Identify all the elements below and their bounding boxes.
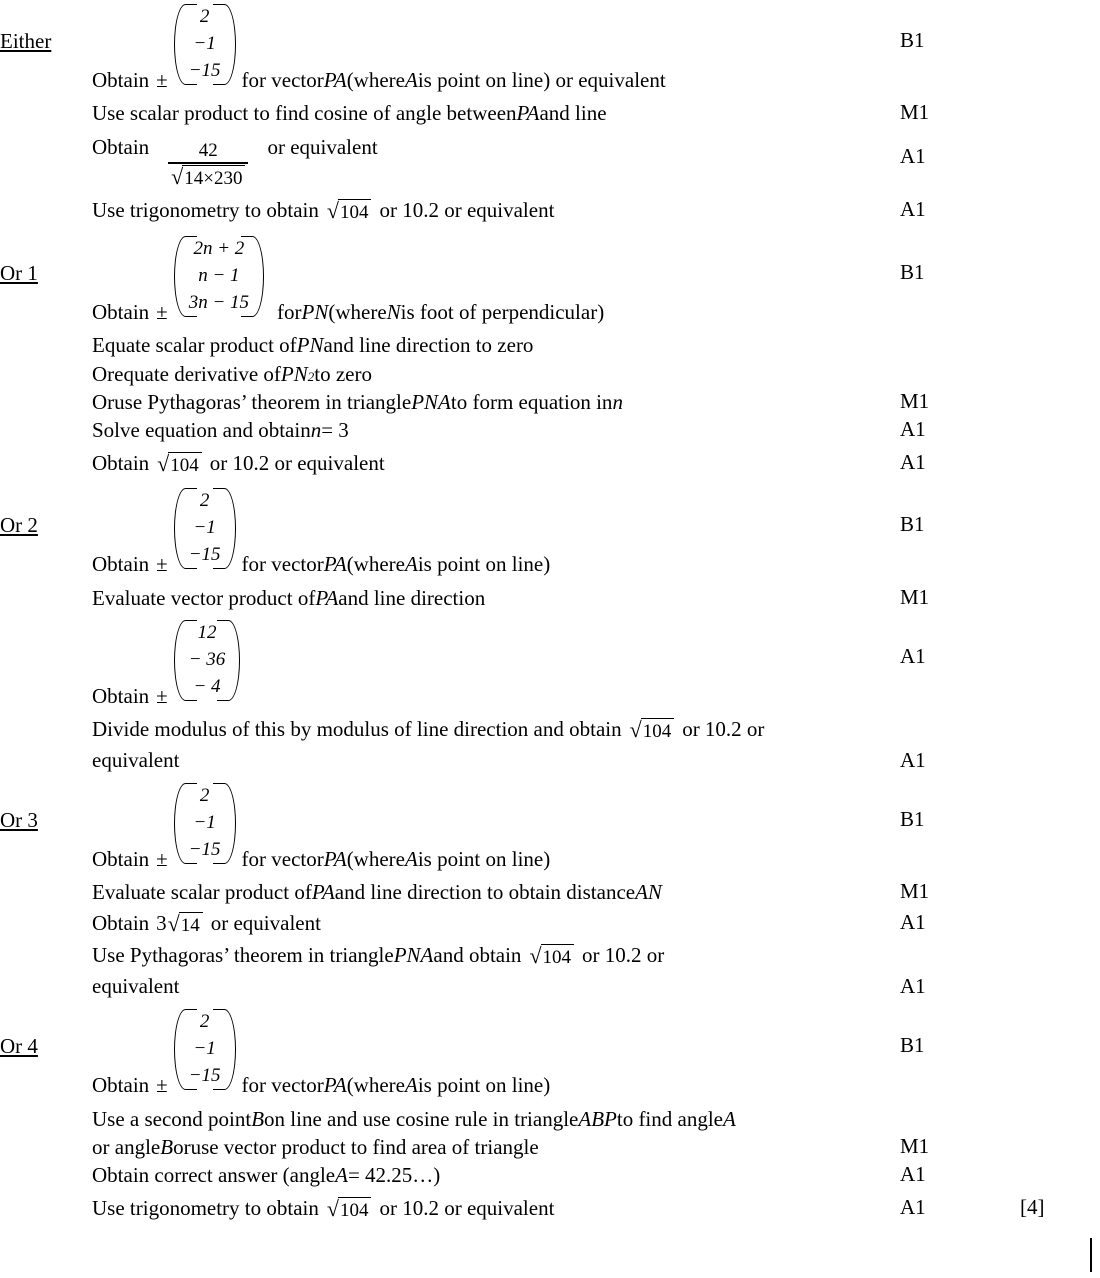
- line-text: Solve equation and obtain: [92, 418, 311, 443]
- obtain-text: Obtain: [92, 910, 150, 935]
- obtain-text: Obtain: [92, 1073, 150, 1098]
- line-text: or 10.2 or equivalent: [209, 450, 385, 475]
- point-name-B: B: [251, 1106, 265, 1131]
- mark-text: B1: [900, 1033, 925, 1058]
- line-text: = 3: [321, 418, 349, 443]
- scheme-row: [0, 1106, 1100, 1133]
- line-text: and line direction to obtain distance: [334, 880, 636, 905]
- line-text: or angle: [92, 1134, 161, 1159]
- row-body: [92, 361, 892, 388]
- scheme-row: [0, 361, 1100, 388]
- mark-cell: [892, 486, 1020, 537]
- vector-name-PA: PA: [323, 552, 347, 577]
- scheme-row: [0, 2, 1100, 94]
- line-text: to find angle: [616, 1106, 723, 1131]
- line-text-continued: equivalent: [92, 747, 180, 772]
- vector-name-PA: PA: [323, 847, 347, 872]
- row-label-text: Or 3: [0, 808, 38, 833]
- mark-cell: [892, 1007, 1020, 1058]
- point-name-A: A: [404, 67, 418, 92]
- mark-text: A1: [900, 143, 926, 168]
- mark-cell: [892, 1195, 1020, 1220]
- mark-text: B1: [900, 260, 925, 285]
- point-name-A: A: [404, 552, 418, 577]
- vector-entry: −1: [193, 812, 216, 834]
- radical-sign-icon: √: [629, 717, 642, 743]
- square-root: [529, 944, 574, 970]
- mark-cell: [892, 100, 1020, 125]
- row-body: [92, 1106, 892, 1133]
- row-body: [92, 879, 892, 906]
- scheme-row: [0, 942, 1100, 1000]
- line-text: for: [277, 300, 302, 325]
- scheme-row: [0, 1007, 1100, 1099]
- point-name-A: A: [404, 1073, 418, 1098]
- row-body: [92, 332, 892, 359]
- vector-entry: −15: [188, 59, 221, 81]
- line-text: (where: [346, 1073, 405, 1098]
- mark-text: A1: [900, 643, 926, 668]
- plus-minus-sign: ±: [156, 847, 168, 872]
- vector-entry: 2: [199, 490, 210, 512]
- row-label-text: Or 4: [0, 1034, 38, 1059]
- row-body: [92, 1195, 892, 1223]
- line-text: or 10.2 or equivalent: [379, 1195, 555, 1220]
- mark-scheme-page: [0, 2, 1100, 1278]
- row-label-text: Or 1: [0, 261, 38, 286]
- mark-text: A1: [900, 449, 926, 474]
- row-label: [0, 1007, 92, 1059]
- column-vector: [172, 234, 266, 319]
- row-label-text: Either: [0, 29, 52, 53]
- line-text: = 42.25…): [347, 1163, 441, 1188]
- mark-text: A1: [900, 1194, 926, 1219]
- vector-entry: n − 1: [198, 265, 240, 287]
- radicand: 14: [179, 912, 203, 938]
- left-paren-icon: [172, 618, 186, 703]
- mark-text: A1: [900, 417, 926, 442]
- scheme-row: [0, 1134, 1100, 1161]
- obtain-text: Obtain: [92, 683, 150, 708]
- mark-text: M1: [900, 1133, 930, 1158]
- line-text: (where: [328, 300, 387, 325]
- mark-cell: [892, 1162, 1020, 1187]
- left-paren-icon: [172, 2, 186, 87]
- vector-name-PN: PN: [280, 361, 308, 386]
- line-text: equate derivative of: [114, 361, 281, 386]
- plus-minus-sign: ±: [156, 300, 168, 325]
- right-paren-icon: [224, 1007, 238, 1092]
- square-root: [171, 165, 245, 191]
- row-body: [92, 1007, 892, 1099]
- line-text-continued: equivalent: [92, 974, 180, 999]
- obtain-text: Obtain: [92, 847, 150, 872]
- line-text: or 10.2 or: [682, 717, 765, 742]
- radical-sign-icon: √: [326, 1195, 339, 1221]
- vector-entry: 2: [199, 6, 210, 27]
- vector-entry: −15: [188, 1065, 221, 1087]
- scheme-row: [0, 197, 1100, 225]
- row-label: [0, 486, 92, 538]
- vector-entry: 2: [199, 785, 210, 807]
- left-paren-icon: [172, 486, 186, 571]
- vector-name-PA: PA: [311, 880, 335, 905]
- fraction: [168, 141, 248, 191]
- line-text: Use trigonometry to obtain: [92, 197, 319, 222]
- mark-text: B1: [900, 512, 925, 537]
- mark-text: M1: [900, 879, 930, 904]
- obtain-text: Obtain: [92, 67, 150, 92]
- vector-entry: 2n + 2: [193, 238, 245, 260]
- scheme-row: [0, 1162, 1100, 1189]
- row-body: [92, 585, 892, 612]
- mark-cell: [892, 389, 1020, 414]
- column-vector: [172, 781, 238, 866]
- vector-entry: 2: [199, 1011, 210, 1033]
- left-paren-icon: [172, 781, 186, 866]
- line-text: or equivalent: [210, 910, 321, 935]
- radicand: 14×230: [182, 165, 245, 191]
- obtain-text: Obtain: [92, 552, 150, 577]
- vector-entry: 3n − 15: [188, 292, 250, 314]
- row-body: [92, 197, 892, 225]
- scheme-row: [0, 234, 1100, 326]
- row-body: [92, 1162, 892, 1189]
- mark-cell: [892, 716, 1020, 773]
- line-text: use vector product to find area of triangle: [190, 1134, 539, 1159]
- radical-sign-icon: √: [171, 163, 184, 189]
- right-paren-icon: [224, 781, 238, 866]
- fraction-denominator: [168, 165, 248, 191]
- plus-minus-sign: ±: [156, 683, 168, 708]
- mark-cell: [892, 197, 1020, 222]
- radicand: 104: [338, 1197, 372, 1223]
- right-paren-icon: [224, 486, 238, 571]
- coefficient: 3: [156, 910, 167, 935]
- mark-cell: [892, 910, 1020, 935]
- line-text: or 10.2 or: [582, 943, 665, 968]
- or-keyword: Or: [92, 361, 115, 386]
- mark-cell: [892, 2, 1020, 53]
- line-text: use Pythagoras’ theorem in triangle: [114, 390, 412, 415]
- row-body: [92, 1134, 892, 1161]
- row-label: [0, 781, 92, 833]
- row-body: [92, 942, 892, 1000]
- vector-entry: −15: [188, 544, 221, 566]
- mark-cell: [892, 450, 1020, 475]
- mark-text: M1: [900, 584, 930, 609]
- line-text: (where: [346, 847, 405, 872]
- mark-text: M1: [900, 389, 930, 414]
- mark-text: B1: [900, 807, 925, 832]
- mark-cell: [892, 781, 1020, 832]
- scheme-row: [0, 879, 1100, 906]
- radicand: 104: [168, 452, 202, 478]
- mark-text: A1: [900, 909, 926, 934]
- row-body: [92, 910, 892, 938]
- line-text: Use Pythagoras’ theorem in triangle: [92, 943, 394, 968]
- row-body: [92, 781, 892, 873]
- left-paren-icon: [172, 1007, 186, 1092]
- vector-name-PN: PN: [301, 300, 329, 325]
- vector-suffix-2: (where: [346, 67, 405, 92]
- row-body: [92, 2, 892, 94]
- mark-cell: [892, 942, 1020, 999]
- column-vector: [172, 1007, 238, 1092]
- mark-cell: [892, 234, 1020, 285]
- line-text: or equivalent: [267, 134, 378, 159]
- column-vector: [172, 2, 238, 87]
- row-label: [0, 2, 92, 54]
- plus-minus-sign: ±: [156, 67, 168, 92]
- scheme-row: [0, 134, 1100, 189]
- vector-entry: −1: [193, 32, 216, 54]
- line-text: Use scalar product to find cosine of angle between: [92, 101, 517, 126]
- angle-name-A: A: [723, 1106, 736, 1131]
- right-paren-icon: [224, 2, 238, 87]
- scheme-row: [0, 332, 1100, 359]
- page-edge-mark: [1090, 1238, 1092, 1272]
- line-text: to zero: [314, 361, 372, 386]
- vector-name-PA: PA: [516, 101, 540, 126]
- vector-entry: − 36: [188, 648, 226, 670]
- line-text: for vector: [241, 847, 324, 872]
- radical-sign-icon: √: [529, 943, 542, 969]
- scheme-row: [0, 486, 1100, 578]
- obtain-text: Obtain: [92, 300, 150, 325]
- angle-name-B: B: [160, 1134, 174, 1159]
- line-text: is point on line): [417, 552, 551, 577]
- scheme-row: [0, 781, 1100, 873]
- scheme-row: [0, 716, 1100, 774]
- square-root: [327, 199, 372, 225]
- scheme-row: [0, 1195, 1100, 1223]
- exponent: 2: [307, 368, 315, 384]
- mark-cell: [892, 134, 1020, 169]
- vector-name-PA: PA: [323, 67, 347, 92]
- plus-minus-sign: ±: [156, 1073, 168, 1098]
- mark-cell: [892, 879, 1020, 904]
- triangle-name-ABP: ABP: [578, 1106, 617, 1131]
- scheme-row: [0, 450, 1100, 478]
- line-text: Equate scalar product of: [92, 333, 297, 358]
- vector-name-PA: PA: [323, 1073, 347, 1098]
- triangle-name-PNA: PNA: [411, 390, 451, 415]
- left-paren-icon: [172, 234, 186, 319]
- row-body: [92, 450, 892, 478]
- square-root: [157, 452, 202, 478]
- column-vector: [172, 486, 238, 571]
- row-body: [92, 618, 892, 710]
- point-name-A: A: [404, 847, 418, 872]
- right-paren-icon: [228, 618, 242, 703]
- radicand: 104: [641, 718, 675, 744]
- mark-cell: [892, 1134, 1020, 1159]
- row-body: [92, 234, 892, 326]
- vector-entry: −1: [193, 1038, 216, 1060]
- mark-text: M1: [900, 100, 930, 125]
- scheme-row: [0, 618, 1100, 710]
- or-keyword: Or: [92, 390, 115, 415]
- vector-name-PA: PA: [315, 585, 339, 610]
- row-body: [92, 716, 892, 774]
- mark-cell: [892, 417, 1020, 442]
- line-text: Use trigonometry to obtain: [92, 1195, 319, 1220]
- mark-text: A1: [900, 974, 926, 999]
- radical-sign-icon: √: [157, 450, 170, 476]
- scheme-row: [0, 585, 1100, 612]
- row-body: [92, 389, 892, 416]
- mark-cell: [892, 618, 1020, 669]
- line-text: Use a second point: [92, 1106, 252, 1131]
- line-text: Obtain correct answer (angle: [92, 1163, 336, 1188]
- line-text: on line and use cosine rule in triangle: [264, 1106, 579, 1131]
- or-keyword: or: [173, 1134, 191, 1159]
- line-text: is foot of perpendicular): [400, 300, 605, 325]
- row-label: [0, 234, 92, 286]
- right-paren-icon: [252, 234, 266, 319]
- line-text: for vector: [241, 552, 324, 577]
- radical-sign-icon: √: [167, 910, 180, 936]
- row-body: [92, 417, 892, 444]
- mark-text: A1: [900, 748, 926, 773]
- scheme-row: [0, 910, 1100, 938]
- scheme-row: [0, 389, 1100, 416]
- line-text: and line: [539, 101, 607, 126]
- line-text: and obtain: [433, 943, 522, 968]
- radicand: 104: [541, 944, 575, 970]
- column-vector: [172, 618, 243, 703]
- row-body: [92, 100, 892, 127]
- row-body: [92, 486, 892, 578]
- obtain-text: Obtain: [92, 450, 150, 475]
- mark-text: A1: [900, 196, 926, 221]
- obtain-text: Obtain: [92, 134, 150, 159]
- line-text: Divide modulus of this by modulus of line direction and obtain: [92, 717, 622, 742]
- vector-suffix-3: is point on line) or equivalent: [417, 67, 666, 92]
- total-mark-text: [4]: [1020, 1194, 1045, 1219]
- line-text: is point on line): [417, 847, 551, 872]
- line-text: is point on line): [417, 1073, 551, 1098]
- line-text: Evaluate vector product of: [92, 585, 316, 610]
- row-label-text: Or 2: [0, 513, 38, 538]
- variable-n: n: [612, 390, 623, 415]
- mark-cell: [892, 585, 1020, 610]
- line-text: and line direction to zero: [323, 333, 534, 358]
- scheme-row: [0, 417, 1100, 444]
- square-root: [168, 912, 203, 938]
- variable-n: n: [310, 418, 322, 443]
- line-text: for vector: [241, 1073, 324, 1098]
- vector-entry: 12: [197, 621, 217, 643]
- line-text: and line direction: [338, 585, 486, 610]
- triangle-name-PNA: PNA: [393, 943, 434, 968]
- scheme-row: [0, 100, 1100, 127]
- vector-suffix-1: for vector: [241, 67, 324, 92]
- mark-text: B1: [900, 28, 925, 52]
- plus-minus-sign: ±: [156, 552, 168, 577]
- line-text: Evaluate scalar product of: [92, 880, 312, 905]
- vector-name-PN: PN: [296, 333, 324, 358]
- square-root: [327, 1197, 372, 1223]
- row-body: [92, 134, 892, 189]
- vector-entry: −1: [193, 517, 216, 539]
- line-text: or 10.2 or equivalent: [379, 197, 555, 222]
- radicand: 104: [338, 199, 372, 225]
- segment-name-AN: AN: [635, 880, 662, 905]
- radical-sign-icon: √: [326, 197, 339, 223]
- line-text: (where: [346, 552, 405, 577]
- vector-entry: − 4: [193, 675, 221, 697]
- angle-name-A: A: [335, 1163, 348, 1188]
- point-name-N: N: [386, 300, 401, 325]
- line-text: to form equation in: [450, 390, 613, 415]
- total-cell: [1020, 1195, 1100, 1220]
- fraction-numerator: 42: [198, 139, 218, 161]
- square-root: [630, 718, 675, 744]
- mark-text: A1: [900, 1162, 926, 1187]
- vector-entry: −15: [188, 839, 221, 861]
